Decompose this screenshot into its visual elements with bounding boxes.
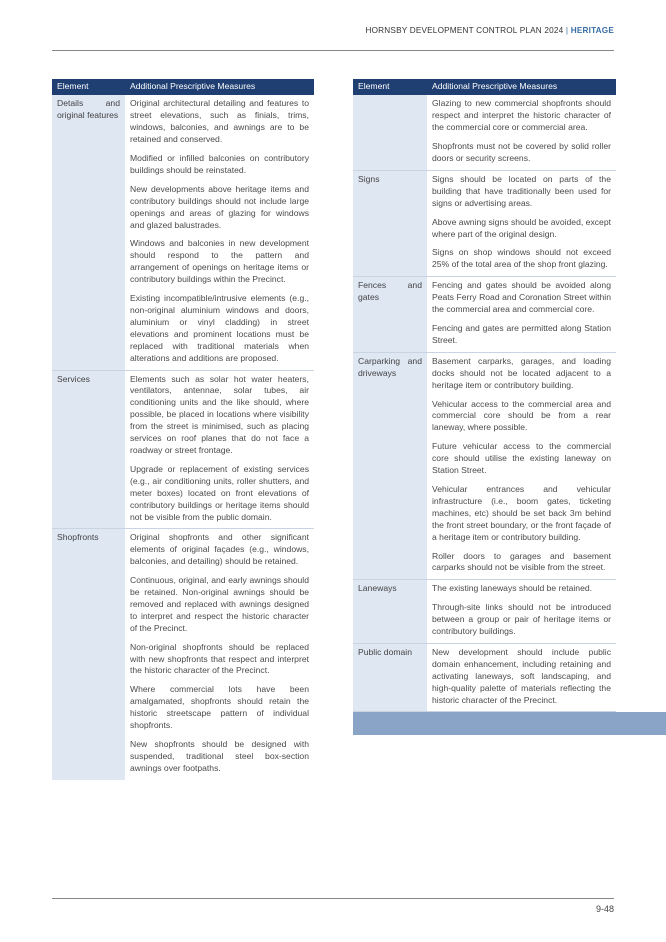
measures-table-right [353, 79, 616, 735]
measures-cell [125, 370, 314, 529]
header-separator: | [565, 26, 569, 35]
measures-cell [427, 352, 616, 580]
element-cell [52, 529, 125, 780]
measure-paragraph: Through-site links should not be introduced between a group or pair of heritage items or contributory buildings. [432, 602, 611, 637]
measures-table-left [52, 79, 314, 780]
right-column [353, 79, 616, 735]
column-header-element: Element [353, 79, 427, 95]
table-header-row [353, 79, 616, 95]
element-name: Shopfronts [57, 532, 99, 543]
section-name: HERITAGE [570, 26, 614, 35]
measure-paragraph: Signs should be located on parts of the building that have traditionally been used for signs or advertising areas. [432, 173, 611, 208]
measures-cell [427, 643, 616, 712]
column-header-element: Element [52, 79, 125, 95]
column-header-measures: Additional Prescriptive Measures [427, 79, 616, 95]
measure-paragraph: New development should include public domain enhancement, including retaining and activating laneways, soft landscaping, and high-quality palette of materials reflecting the historic character of the Precinct. [432, 646, 611, 705]
table-row [353, 352, 616, 580]
element-cell [353, 277, 427, 353]
measure-paragraph: Non-original shopfronts should be replaced with new shopfronts that respect and interpret the historic character of the Precinct. [130, 641, 309, 676]
element-name: Signs [358, 173, 380, 184]
measure-paragraph: Basement carparks, garages, and loading docks should not be located adjacent to a heritage item or contributory building. [432, 355, 611, 390]
measure-paragraph: Fencing and gates are permitted along Station Street. [432, 323, 611, 345]
footer-band-cell [427, 712, 616, 736]
column-header-measures: Additional Prescriptive Measures [125, 79, 314, 95]
element-name: Public domain [358, 646, 412, 657]
table-footer-row [353, 712, 616, 736]
table-row [52, 529, 314, 780]
measure-paragraph: Upgrade or replacement of existing services (e.g., air conditioning units, roller shutters, and meter boxes) located on front elevations of contributory buildings or heritage items should not be visible from the public domain. [130, 463, 309, 522]
measures-cell [125, 95, 314, 370]
measure-paragraph: Roller doors to garages and basement carparks should not be visible from the street. [432, 550, 611, 573]
measures-cell [427, 170, 616, 276]
table-row [52, 370, 314, 529]
element-name: Services [57, 373, 90, 384]
measure-paragraph: Above awning signs should be avoided, except where part of the original design. [432, 216, 611, 239]
table-row [353, 643, 616, 712]
measure-paragraph: Continuous, original, and early awnings should be retained. Non-original awnings should be removed and replaced with awnings designed to interpret and respect the historic character of the Precinct. [130, 575, 309, 633]
table-row [52, 95, 314, 370]
measure-paragraph: Where commercial lots have been amalgamated, shopfronts should retain the historic streetscape pattern of individual shopfronts. [130, 684, 309, 731]
element-name: Laneways [358, 583, 397, 594]
element-cell [353, 95, 427, 170]
measure-paragraph: Shopfronts must not be covered by solid roller doors or security screens. [432, 141, 611, 164]
element-name: Details and original features [57, 98, 120, 121]
footer-rule [52, 898, 614, 899]
page-header [366, 26, 615, 35]
measure-paragraph: The existing laneways should be retained. [432, 583, 593, 594]
element-cell [52, 95, 125, 370]
measure-paragraph: Glazing to new commercial shopfronts should respect and interpret the historic character of the commercial core or commercial area. [432, 98, 611, 133]
measure-paragraph: Modified or infilled balconies on contributory buildings should be reinstated. [130, 153, 309, 175]
measures-cell [427, 277, 616, 353]
measure-paragraph: New shopfronts should be designed with suspended, traditional steel box-section awnings over footpaths. [130, 739, 309, 773]
table-row [353, 580, 616, 644]
measure-paragraph: Signs on shop windows should not exceed 25% of the total area of the shop front glazing. [432, 247, 611, 270]
table-header-row [52, 79, 314, 95]
measure-paragraph: Elements such as solar hot water heaters, ventilators, antennae, solar tubes, air conditioning units and the like should, where possible, be placed in locations where visibility from the street is minimised, such as placing services on roof planes that do not face a roadway or street frontage. [130, 373, 309, 455]
document-title: HORNSBY DEVELOPMENT CONTROL PLAN 2024 [365, 26, 564, 35]
element-name: Fences and gates [358, 280, 422, 303]
element-name: Carparking and driveways [358, 355, 422, 378]
page-number: 9-48 [595, 904, 614, 914]
element-cell [353, 643, 427, 712]
table-row [353, 170, 616, 276]
table-body [353, 95, 616, 735]
element-cell [353, 170, 427, 276]
measure-paragraph: Windows and balconies in new development should respond to the pattern and arrangement of openings on heritage items or contributory buildings within the Precinct. [130, 238, 309, 285]
element-cell [52, 370, 125, 529]
measure-paragraph: Existing incompatible/intrusive elements (e.g., non-original aluminium windows and doors, aluminium or vinyl cladding) in street elevations and prominent locations must be replaced with traditional materials when alterations and additions are proposed. [130, 293, 309, 363]
footer-band-cell [353, 712, 427, 736]
element-cell [353, 352, 427, 580]
table-row [353, 277, 616, 353]
measure-paragraph: Vehicular entrances and vehicular infrastructure (i.e., boom gates, ticketing machines, etc) should be set back 3m behind the front street boundary, or the front façade of a heritage item or contributory building. [432, 483, 611, 542]
element-cell [353, 580, 427, 644]
measures-cell [427, 580, 616, 644]
measure-paragraph: Original architectural detailing and features to street elevations, such as finials, trims, windows, balconies, and awnings are to be retained and conserved. [130, 98, 309, 145]
measures-cell [125, 529, 314, 780]
measure-paragraph: Future vehicular access to the commercial core should utilise the existing laneway on Station Street. [432, 441, 611, 476]
measures-cell [427, 95, 616, 170]
measure-paragraph: Fencing and gates should be avoided along Peats Ferry Road and Coronation Street within the commercial area and commercial core. [432, 280, 611, 315]
table-body [52, 95, 314, 779]
left-column [52, 79, 314, 780]
header-rule [52, 50, 614, 51]
measure-paragraph: New developments above heritage items and contributory buildings should not include large openings and areas of glazing for windows and glazed balustrades. [130, 183, 309, 230]
table-footer-band [616, 712, 666, 736]
table-row [353, 95, 616, 170]
measure-paragraph: Vehicular access to the commercial area and commercial core should be from a rear laneway, where possible. [432, 398, 611, 433]
measure-paragraph: Original shopfronts and other significant elements of original façades (e.g., windows, balconies, and detailing) should be retained. [130, 532, 309, 567]
